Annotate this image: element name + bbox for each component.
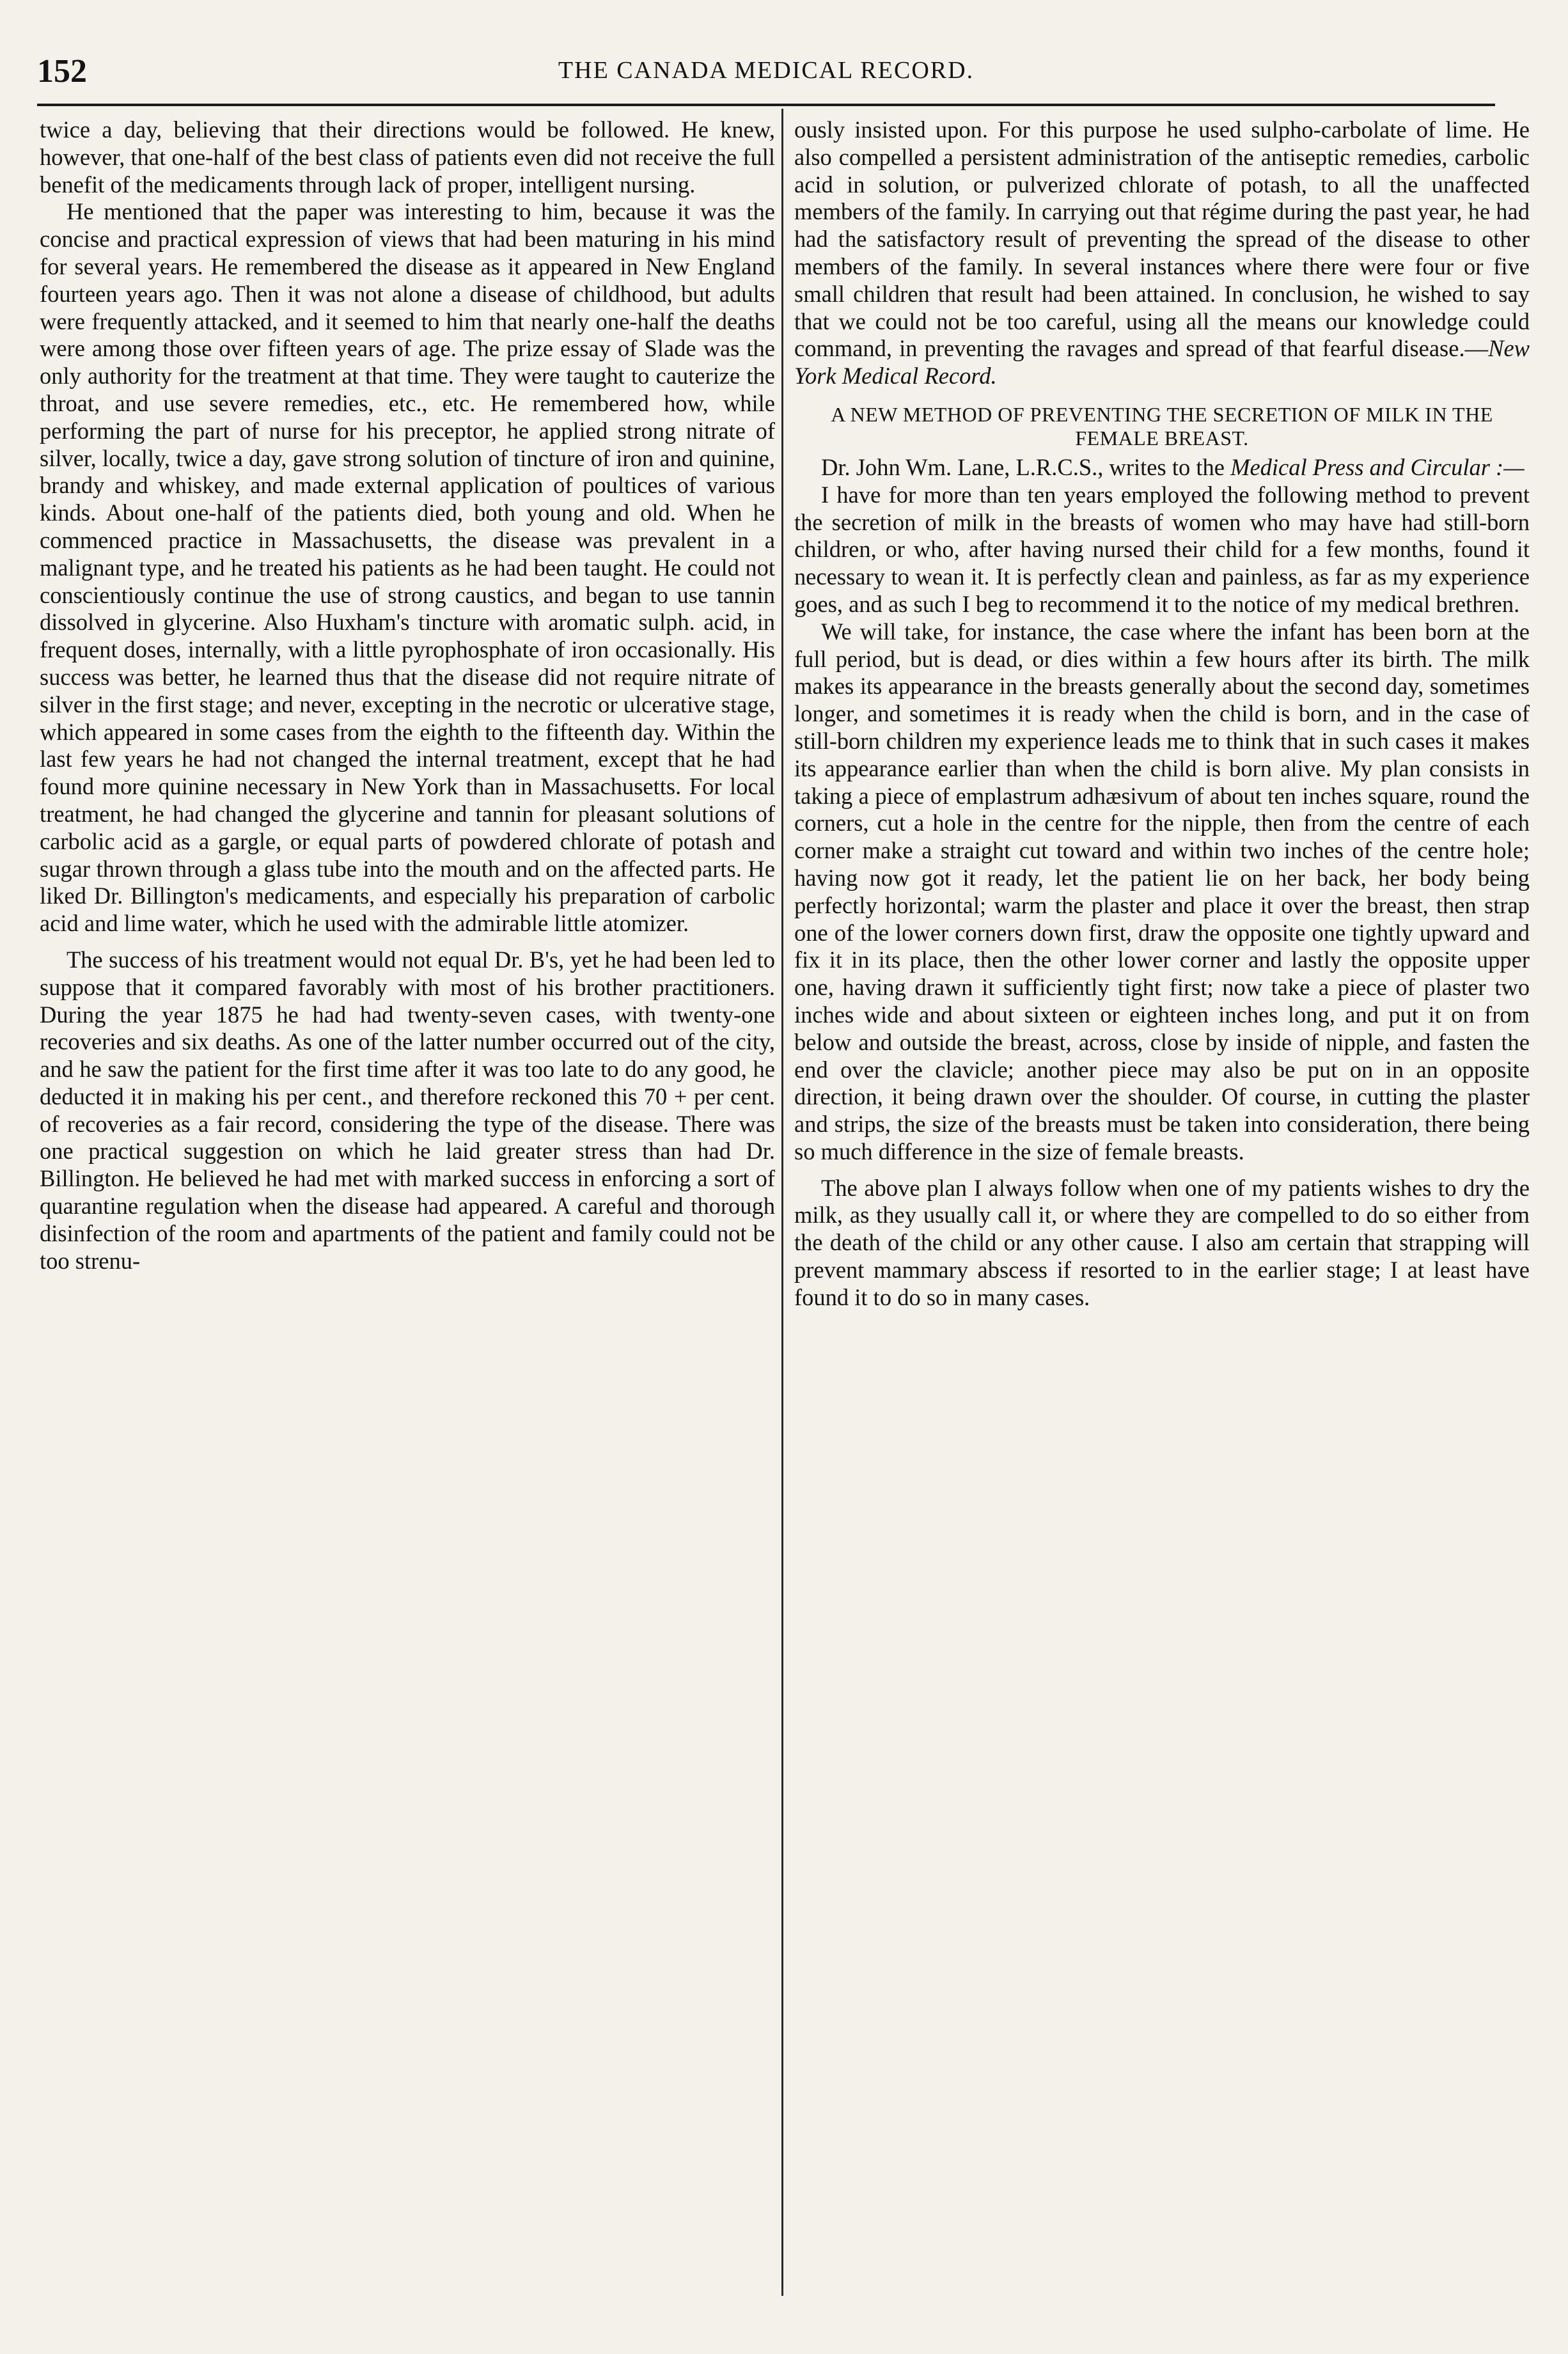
page-header bbox=[37, 52, 1495, 98]
intro-source: Medical Press and Circular :— bbox=[1230, 453, 1525, 480]
continuation-dash: — bbox=[1464, 335, 1489, 362]
intro-text: Dr. John Wm. Lane, L.R.C.S., writes to the bbox=[821, 453, 1225, 480]
left-paragraph: The success of his treatment would not equal Dr. B's, yet he had been led to suppose that it compared favorably with most of his brother practitioners. During the year 1875 he had had twenty-seven cases, with twenty-one recoveries and six deaths. As one of the latter number occurred out of the city, and he saw the patient for the first time after it was too late to do any good, he deducted it in making his per cent., and therefore reckoned this 70 + per cent. of recoveries as a fair record, considering the type of the disease. There was one practical suggestion on which he laid greater stress than had Dr. Billington. He believed he had met with marked success in enforcing a sort of quarantine regulation when the disease had appeared. A careful and thorough disinfection of the room and apartments of the patient and family could not be too strenu- bbox=[40, 946, 775, 1274]
left-column bbox=[40, 116, 775, 1275]
article-title: A NEW METHOD OF PREVENTING THE SECRETION OF MILK IN THE FEMALE BREAST. bbox=[831, 402, 1493, 450]
article-paragraph: I have for more than ten years employed the following method to prevent the secretion of milk in the breasts of women who may have had still-born children, or who, after having nursed their child for a few months, found it necessary to wean it. It is perfectly clean and painless, as far as my experience goes, and as such I beg to recommend it to the notice of my medical brethren. bbox=[794, 481, 1530, 617]
page-number: 152 bbox=[37, 53, 87, 90]
column-divider bbox=[781, 109, 783, 2296]
right-column bbox=[794, 116, 1530, 1312]
continuation-source: New York Medical Record. bbox=[794, 335, 1530, 389]
header-rule bbox=[37, 104, 1495, 106]
continuation-text: ously insisted upon. For this purpose he used sulpho-carbolate of lime. He also compelled a persistent administration of the antiseptic remedies, carbolic acid in solution, or pulverized chlorate of potash, to all the unaffected members of the family. In carrying out that régime during the past year, he had had the satisfactory result of preventing the spread of the disease to other members of the family. In several instances where there were four or five small children that result had been attained. In conclusion, he wished to say that we could not be too careful, using all the means our knowledge could command, in preventing the ravages and spread of that fearful disease. bbox=[794, 116, 1530, 362]
intro-paragraph bbox=[794, 454, 1530, 482]
left-paragraph: twice a day, believing that their directions would be followed. He knew, however, that one-half of the best class of patients even did not receive the full benefit of the medicaments through lack of proper, intelligent nursing. bbox=[40, 116, 775, 198]
continuation-paragraph bbox=[794, 116, 1530, 390]
article-paragraph: The above plan I always follow when one of my patients wishes to dry the milk, as they usually call it, or where they are compelled to do so either from the death of the child or any other cause. I also am certain that strapping will prevent mammary abscess if resorted to in the earlier stage; I at least have found it to do so in many cases. bbox=[794, 1174, 1530, 1310]
running-head: THE CANADA MEDICAL RECORD. bbox=[558, 57, 975, 84]
left-paragraph: He mentioned that the paper was interesting to him, because it was the concise and practical expression of views that had been maturing in his mind for several years. He remembered the disease as it appeared in New England fourteen years ago. Then it was not alone a disease of childhood, but adults were frequently attacked, and it seemed to him that nearly one-half the deaths were among those over fifteen years of age. The prize essay of Slade was the only authority for the treatment at that time. They were taught to cauterize the throat, and use severe remedies, etc., etc. He remembered how, while performing the part of nurse for his preceptor, he applied strong nitrate of silver, locally, twice a day, gave strong solution of tincture of iron and quinine, brandy and whiskey, and made external application of poultices of various kinds. About one-half of the patients died, both young and old. When he commenced practice in Massachusetts, the disease was prevalent in a malignant type, and he treated his patients as he had been taught. He could not conscientiously continue the use of strong caustics, and began to use tannin dissolved in glycerine. Also Huxham's tincture with aromatic sulph. acid, in frequent doses, internally, with a little pyrophosphate of iron occasionally. His success was better, he learned thus that the disease did not require nitrate of silver in the first stage; and never, excepting in the necrotic or ulcerative stage, which appeared in some cases from the eighth to the fifteenth day. Within the last few years he had not changed the internal treatment, except that he had found more quinine necessary in New York than in Massachusetts. For local treatment, he had changed the glycerine and tannin for pleasant solutions of carbolic acid as a gargle, or equal parts of powdered chlorate of potash and sugar thrown through a glass tube into the mouth and on the affected parts. He liked Dr. Billington's medicaments, and especially his preparation of carbolic acid and lime water, which he used with the admirable little atomizer. bbox=[40, 198, 775, 937]
article-paragraph: We will take, for instance, the case where the infant has been born at the full period, but is dead, or dies within a few hours after its birth. The milk makes its appearance in the breasts generally about the second day, sometimes longer, and sometimes it is ready when the child is born, and in the case of still-born children my experience leads me to think that in such cases it makes its appearance earlier than when the child is born alive. My plan consists in taking a piece of emplastrum adhæsivum of about ten inches square, round the corners, cut a hole in the centre for the nipple, then from the centre of each corner make a straight cut toward and within two inches of the centre hole; having now got it ready, let the patient lie on her back, her body being perfectly horizontal; warm the plaster and place it over the breast, then strap one of the lower corners down first, draw the opposite one tightly upward and fix it in its place, then the other lower corner and lastly the opposite upper one, having drawn it sufficiently tight first; now take a piece of plaster two inches wide and about sixteen or eighteen inches long, and put it on from below and outside the breast, across, close by inside of nipple, and fasten the end over the clavicle; another piece may also be put on in an opposite direction, it being drawn over the shoulder. Of course, in cutting the plaster and strips, the size of the breasts must be taken into consideration, there being so much difference in the size of female breasts. bbox=[794, 618, 1530, 1165]
